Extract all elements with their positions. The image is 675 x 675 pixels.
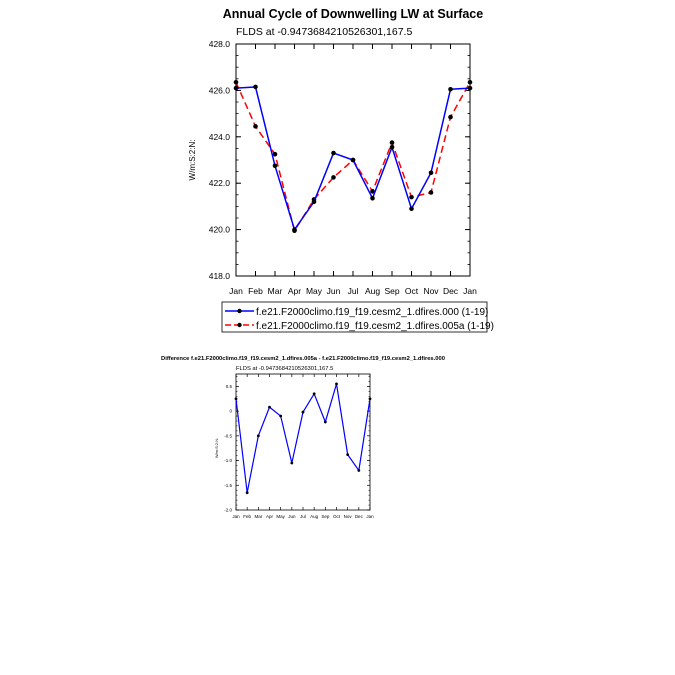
diff-ytick-label: -0.5 <box>224 433 232 439</box>
diff-series-1-point <box>324 421 327 424</box>
main-series-1-point <box>312 199 317 204</box>
difference-chart-title: Difference f.e21.F2000climo.f19_f19.cesm2_1.dfires.005a - f.e21.F2000climo.f19_f19.cesm2_1.dfires.000 <box>161 356 445 362</box>
main-series-2-point <box>429 190 434 195</box>
main-y-ticks <box>209 39 470 281</box>
diff-xtick-label: Feb <box>243 514 252 519</box>
main-xtick-label: Dec <box>442 286 459 296</box>
main-series-1-point <box>292 227 297 232</box>
diff-ytick-label: -2.0 <box>224 507 232 513</box>
legend-marker-series-1 <box>237 309 241 313</box>
main-xtick-label: Aug <box>364 286 381 296</box>
main-series-2-point <box>331 175 336 180</box>
main-xtick-label: Jun <box>326 286 341 296</box>
diff-series-1-point <box>246 491 249 494</box>
main-series-2-point <box>234 80 239 85</box>
main-xtick-label: Sep <box>384 286 400 296</box>
main-xtick-label: Mar <box>267 286 283 296</box>
main-series-2-point <box>253 124 258 129</box>
main-series-1-point <box>331 151 336 156</box>
main-xtick-label: Feb <box>248 286 263 296</box>
main-legend <box>222 302 494 332</box>
diff-series-1-point <box>268 406 271 409</box>
main-series-1-point <box>448 87 453 92</box>
main-xtick-label: Jan <box>229 286 243 296</box>
main-series-2-point <box>468 80 473 85</box>
main-ytick-label: 428.0 <box>208 38 230 49</box>
difference-y-axis-label: W/m:S:2:N: <box>214 437 219 459</box>
diff-ytick-label: 0 <box>229 408 232 414</box>
main-series-2-point <box>390 140 395 145</box>
main-y-axis-label: W/m:S:2:N: <box>188 139 197 181</box>
diff-series-1-point <box>313 392 316 395</box>
diff-series-1-point <box>235 397 238 400</box>
diff-series-1-point <box>369 397 372 400</box>
diff-ytick-label: 0.5 <box>225 383 232 389</box>
main-ytick-label: 426.0 <box>208 85 230 96</box>
diff-xtick-label: Jan <box>232 514 240 519</box>
main-series-1-point <box>273 164 278 169</box>
main-series-2-point <box>273 152 278 157</box>
legend-label-series-2: f.e21.F2000climo.f19_f19.cesm2_1.dfires.005a (1-19) <box>256 321 494 332</box>
main-series-2-point <box>448 115 453 120</box>
main-series-1-point <box>409 206 414 211</box>
main-series-2-point <box>409 195 414 200</box>
diff-ytick-label: -1.0 <box>224 458 232 464</box>
diff-xtick-label: Sep <box>321 514 330 519</box>
diff-series-1-point <box>257 434 260 437</box>
legend-marker-series-2 <box>237 323 241 327</box>
diff-series-1-point <box>302 411 305 414</box>
diff-series-line-1 <box>236 384 370 493</box>
main-series-1-point <box>351 158 356 163</box>
main-series-1-point <box>390 145 395 150</box>
diff-series-1-point <box>290 462 293 465</box>
diff-xtick-label: Nov <box>343 514 352 519</box>
diff-xtick-label: Oct <box>332 514 341 519</box>
diff-xtick-label: Jul <box>300 514 306 519</box>
difference-plot-frame <box>236 374 370 510</box>
diff-xtick-label: Jun <box>288 514 296 519</box>
main-xtick-label: May <box>305 286 323 296</box>
main-series-1-point <box>234 86 239 91</box>
diff-xtick-label: Aug <box>310 514 319 519</box>
diff-series-1-point <box>335 382 338 385</box>
main-series-1-point <box>253 85 258 90</box>
main-x-ticks <box>229 44 477 296</box>
main-ytick-label: 424.0 <box>208 131 230 142</box>
main-series-1-point <box>429 170 434 175</box>
main-xtick-label: Oct <box>404 286 419 296</box>
diff-xtick-label: Apr <box>265 514 274 519</box>
legend-label-series-1: f.e21.F2000climo.f19_f19.cesm2_1.dfires.000 (1-19) <box>256 307 489 318</box>
diff-xtick-label: Jan <box>366 514 374 519</box>
diff-ytick-label: -1.5 <box>224 482 232 488</box>
main-xtick-label: Nov <box>423 286 439 296</box>
diff-series-1-point <box>357 469 360 472</box>
main-chart <box>188 7 494 332</box>
main-chart-subtitle: FLDS at -0.9473684210526301,167.5 <box>236 26 413 38</box>
main-series-1-point <box>370 196 375 201</box>
main-xtick-label: Jul <box>347 286 359 296</box>
main-series-1-point <box>468 86 473 91</box>
main-ytick-label: 418.0 <box>208 270 230 281</box>
main-xtick-label: Jan <box>463 286 477 296</box>
main-xtick-label: Apr <box>287 286 302 296</box>
diff-xtick-label: Mar <box>254 514 263 519</box>
main-ytick-label: 420.0 <box>208 224 230 235</box>
difference-x-ticks <box>232 374 374 519</box>
diff-series-1-point <box>279 415 282 418</box>
main-chart-title: Annual Cycle of Downwelling LW at Surface <box>222 7 484 21</box>
difference-series-layer <box>235 382 372 494</box>
diff-series-1-point <box>346 453 349 456</box>
difference-chart-subtitle: FLDS at -0.9473684210526301,167.5 <box>236 366 334 372</box>
diff-xtick-label: Dec <box>354 514 363 519</box>
difference-chart <box>161 356 445 519</box>
main-series-layer <box>234 80 473 233</box>
diff-xtick-label: May <box>276 514 285 519</box>
main-ytick-label: 422.0 <box>208 178 230 189</box>
